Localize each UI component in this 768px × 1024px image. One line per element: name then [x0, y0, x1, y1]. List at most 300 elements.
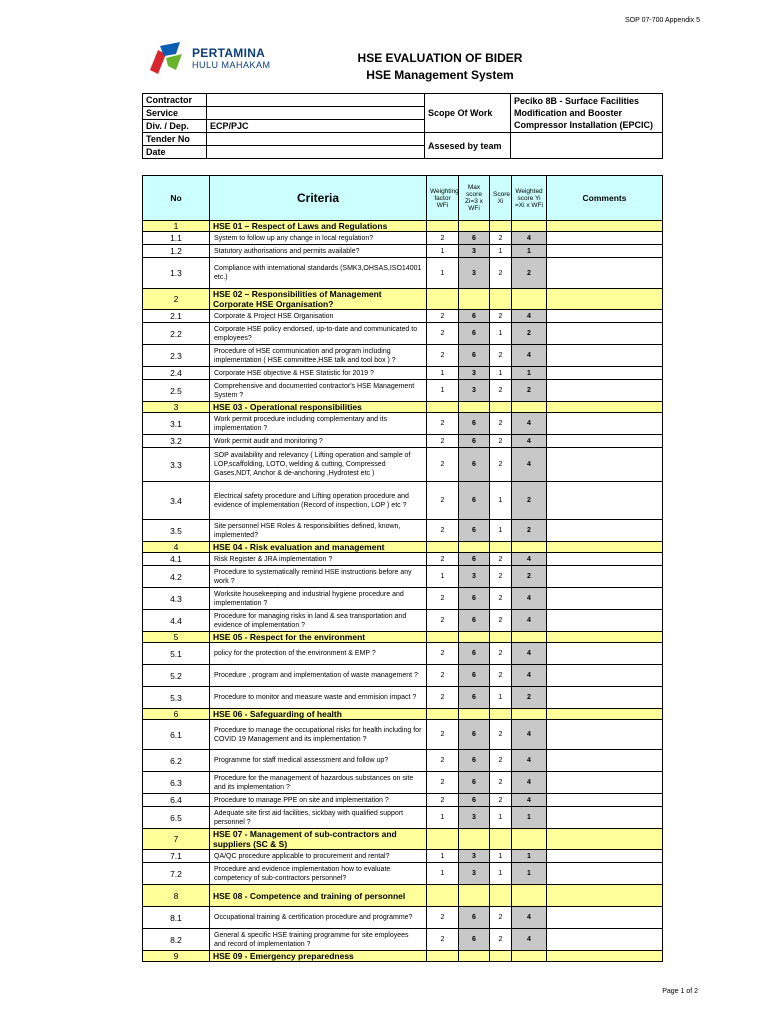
criterion-row [143, 553, 663, 566]
score: 2 [490, 610, 512, 632]
section-max-score-cell [459, 221, 490, 232]
criterion-number: 6.1 [143, 720, 210, 750]
logo-brand: PERTAMINA [192, 46, 266, 60]
score: 2 [490, 345, 512, 367]
score: 2 [490, 435, 512, 448]
weighted-score: 1 [512, 367, 547, 380]
section-number: 4 [143, 542, 210, 553]
max-score: 6 [459, 323, 490, 345]
section-score-cell [490, 289, 512, 310]
score: 2 [490, 232, 512, 245]
score: 2 [490, 794, 512, 807]
weighting-factor: 2 [427, 794, 459, 807]
section-weighted-score-cell [512, 951, 547, 962]
comments-cell [547, 258, 663, 289]
section-max-score-cell [459, 829, 490, 850]
weighted-score: 4 [512, 610, 547, 632]
comments-cell [547, 929, 663, 951]
weighting-factor: 2 [427, 687, 459, 709]
section-title: HSE 01 – Respect of Laws and Regulations [210, 221, 427, 232]
criterion-row [143, 258, 663, 289]
criterion-number: 4.2 [143, 566, 210, 588]
weighted-score: 4 [512, 720, 547, 750]
criterion-row [143, 610, 663, 632]
section-title: HSE 07 - Management of sub-contractors and suppliers (SC & S) [210, 829, 427, 850]
section-title: HSE 04 - Risk evaluation and management [210, 542, 427, 553]
score: 2 [490, 720, 512, 750]
contractor-value [207, 94, 425, 107]
section-row [143, 632, 663, 643]
criterion-text: Statutory authorisations and permits available? [210, 245, 427, 258]
criterion-number: 1.1 [143, 232, 210, 245]
criterion-text: Corporate HSE policy endorsed, up-to-date and communicated to employees? [210, 323, 427, 345]
weighted-score: 4 [512, 665, 547, 687]
criterion-number: 1.2 [143, 245, 210, 258]
col-max-score: Max score Zi=3 x WFi [459, 176, 490, 221]
section-score-cell [490, 709, 512, 720]
section-comments-cell [547, 829, 663, 850]
max-score: 6 [459, 750, 490, 772]
weighting-factor: 2 [427, 435, 459, 448]
criterion-text: Corporate HSE objective & HSE Statistic for 2019 ? [210, 367, 427, 380]
weighted-score: 4 [512, 929, 547, 951]
weighting-factor: 2 [427, 610, 459, 632]
score: 2 [490, 566, 512, 588]
max-score: 6 [459, 772, 490, 794]
section-weight-cell [427, 402, 459, 413]
criterion-row [143, 794, 663, 807]
criterion-text: Site personnel HSE Roles & responsibilities defined, known, implemented? [210, 520, 427, 542]
criterion-number: 2.2 [143, 323, 210, 345]
section-comments-cell [547, 221, 663, 232]
max-score: 6 [459, 610, 490, 632]
max-score: 6 [459, 310, 490, 323]
weighting-factor: 2 [427, 482, 459, 520]
criterion-row [143, 850, 663, 863]
weighted-score: 4 [512, 345, 547, 367]
section-row [143, 951, 663, 962]
weighted-score: 4 [512, 772, 547, 794]
comments-cell [547, 588, 663, 610]
weighting-factor: 2 [427, 907, 459, 929]
criterion-row [143, 665, 663, 687]
criterion-number: 7.2 [143, 863, 210, 885]
section-max-score-cell [459, 289, 490, 310]
section-comments-cell [547, 632, 663, 643]
criterion-text: Comprehensive and documented contractor's HSE Management System ? [210, 380, 427, 402]
score: 2 [490, 310, 512, 323]
criterion-row [143, 413, 663, 435]
weighting-factor: 2 [427, 413, 459, 435]
section-comments-cell [547, 542, 663, 553]
max-score: 3 [459, 367, 490, 380]
max-score: 6 [459, 907, 490, 929]
score: 1 [490, 245, 512, 258]
section-score-cell [490, 542, 512, 553]
criterion-row [143, 435, 663, 448]
criterion-text: Work permit audit and monitoring ? [210, 435, 427, 448]
comments-cell [547, 720, 663, 750]
col-weighted-score: Weighted score Yi =Xi x WFi [512, 176, 547, 221]
max-score: 6 [459, 720, 490, 750]
criterion-number: 5.3 [143, 687, 210, 709]
criterion-row [143, 807, 663, 829]
score: 1 [490, 850, 512, 863]
max-score: 6 [459, 232, 490, 245]
col-criteria: Criteria [210, 176, 427, 221]
criterion-text: Procedure to manage the occupational risks for health including for COVID 19 Management and its implementation ? [210, 720, 427, 750]
criterion-row [143, 588, 663, 610]
weighting-factor: 2 [427, 720, 459, 750]
score: 2 [490, 665, 512, 687]
section-weighted-score-cell [512, 829, 547, 850]
criterion-text: Procedure to systematically remind HSE instructions before any work ? [210, 566, 427, 588]
criterion-text: General & specific HSE training programme for site employees and record of implementation ? [210, 929, 427, 951]
comments-cell [547, 794, 663, 807]
section-title: HSE 09 - Emergency preparedness [210, 951, 427, 962]
scope-label: Scope Of Work [425, 94, 511, 133]
weighted-score: 4 [512, 310, 547, 323]
weighted-score: 2 [512, 566, 547, 588]
comments-cell [547, 610, 663, 632]
criterion-text: Procedure , program and implementation of waste management ? [210, 665, 427, 687]
section-row [143, 402, 663, 413]
col-comments: Comments [547, 176, 663, 221]
service-label: Service [143, 107, 207, 120]
criterion-number: 3.3 [143, 448, 210, 482]
weighting-factor: 1 [427, 566, 459, 588]
weighting-factor: 2 [427, 553, 459, 566]
criterion-text: Corporate & Project HSE Organisation [210, 310, 427, 323]
comments-cell [547, 232, 663, 245]
comments-cell [547, 323, 663, 345]
comments-cell [547, 772, 663, 794]
criterion-row [143, 772, 663, 794]
weighted-score: 1 [512, 807, 547, 829]
criterion-row [143, 245, 663, 258]
section-weighted-score-cell [512, 221, 547, 232]
section-comments-cell [547, 951, 663, 962]
criterion-text: Risk Register & JRA implementation ? [210, 553, 427, 566]
max-score: 6 [459, 687, 490, 709]
weighting-factor: 1 [427, 367, 459, 380]
score: 2 [490, 750, 512, 772]
score: 2 [490, 553, 512, 566]
weighted-score: 4 [512, 232, 547, 245]
section-title: HSE 05 - Respect for the environment [210, 632, 427, 643]
score: 2 [490, 907, 512, 929]
weighting-factor: 2 [427, 643, 459, 665]
section-weighted-score-cell [512, 289, 547, 310]
score: 2 [490, 258, 512, 289]
weighting-factor: 2 [427, 448, 459, 482]
max-score: 6 [459, 794, 490, 807]
weighting-factor: 2 [427, 232, 459, 245]
criterion-text: Procedure for the management of hazardous substances on site and its implementation ? [210, 772, 427, 794]
criterion-number: 5.1 [143, 643, 210, 665]
criterion-row [143, 566, 663, 588]
weighted-score: 4 [512, 435, 547, 448]
tender-label: Tender No [143, 133, 207, 146]
criterion-number: 7.1 [143, 850, 210, 863]
section-comments-cell [547, 402, 663, 413]
score: 2 [490, 448, 512, 482]
criterion-text: Procedure to manage PPE on site and implementation ? [210, 794, 427, 807]
section-weight-cell [427, 829, 459, 850]
section-score-cell [490, 402, 512, 413]
document-subtitle: HSE Management System [366, 68, 514, 82]
section-max-score-cell [459, 885, 490, 907]
company-logo [146, 38, 286, 78]
criterion-row [143, 323, 663, 345]
criterion-row [143, 750, 663, 772]
logo-subtitle: HULU MAHAKAM [192, 60, 271, 70]
section-max-score-cell [459, 542, 490, 553]
comments-cell [547, 413, 663, 435]
weighting-factor: 1 [427, 245, 459, 258]
weighted-score: 2 [512, 687, 547, 709]
score: 1 [490, 863, 512, 885]
criterion-row [143, 232, 663, 245]
section-weight-cell [427, 885, 459, 907]
col-no: No [143, 176, 210, 221]
criterion-row [143, 310, 663, 323]
criterion-row [143, 482, 663, 520]
section-title: HSE 08 - Competence and training of personnel [210, 885, 427, 907]
criterion-number: 4.3 [143, 588, 210, 610]
criterion-text: Compliance with international standards (SMK3,OHSAS,ISO14001 etc.) [210, 258, 427, 289]
criterion-number: 2.1 [143, 310, 210, 323]
criterion-number: 2.5 [143, 380, 210, 402]
section-number: 1 [143, 221, 210, 232]
section-weighted-score-cell [512, 542, 547, 553]
criterion-text: Procedure to monitor and measure waste and emmision impact ? [210, 687, 427, 709]
weighting-factor: 2 [427, 520, 459, 542]
weighted-score: 1 [512, 245, 547, 258]
comments-cell [547, 520, 663, 542]
criterion-row [143, 687, 663, 709]
section-number: 7 [143, 829, 210, 850]
section-row [143, 829, 663, 850]
max-score: 6 [459, 929, 490, 951]
max-score: 6 [459, 413, 490, 435]
section-weight-cell [427, 951, 459, 962]
score: 2 [490, 643, 512, 665]
section-weight-cell [427, 289, 459, 310]
scope-value: Peciko 8B - Surface Facilities Modification and Booster Compressor Installation (EPCIC) [511, 94, 663, 133]
criterion-text: Procedure and evidence implementation how to evaluate competency of sub-contractors personnel? [210, 863, 427, 885]
criterion-row [143, 720, 663, 750]
section-score-cell [490, 951, 512, 962]
section-number: 9 [143, 951, 210, 962]
date-label: Date [143, 146, 207, 159]
section-weight-cell [427, 221, 459, 232]
comments-cell [547, 367, 663, 380]
section-score-cell [490, 632, 512, 643]
max-score: 3 [459, 380, 490, 402]
section-row [143, 542, 663, 553]
section-max-score-cell [459, 709, 490, 720]
document-reference: SOP 07-700 Appendix 5 [625, 17, 700, 24]
criterion-text: Procedure for managing risks in land & sea transportation and evidence of implementation ? [210, 610, 427, 632]
weighting-factor: 2 [427, 665, 459, 687]
weighted-score: 4 [512, 553, 547, 566]
criterion-number: 8.2 [143, 929, 210, 951]
criterion-text: Adequate site first aid facilities, sickbay with qualified support personnel ? [210, 807, 427, 829]
comments-cell [547, 245, 663, 258]
criterion-number: 2.3 [143, 345, 210, 367]
section-weighted-score-cell [512, 709, 547, 720]
score: 1 [490, 807, 512, 829]
comments-cell [547, 566, 663, 588]
section-title: HSE 06 - Safeguarding of health [210, 709, 427, 720]
max-score: 3 [459, 258, 490, 289]
criterion-number: 5.2 [143, 665, 210, 687]
max-score: 3 [459, 807, 490, 829]
assessed-value [511, 133, 663, 159]
criterion-text: Procedure of HSE communication and program including implementation ( HSE committee,HSE talk and tool box ) ? [210, 345, 427, 367]
max-score: 6 [459, 588, 490, 610]
criterion-row [143, 380, 663, 402]
weighting-factor: 2 [427, 750, 459, 772]
score: 2 [490, 588, 512, 610]
section-comments-cell [547, 289, 663, 310]
max-score: 3 [459, 245, 490, 258]
comments-cell [547, 750, 663, 772]
comments-cell [547, 345, 663, 367]
criterion-row [143, 345, 663, 367]
section-weighted-score-cell [512, 632, 547, 643]
criterion-number: 6.5 [143, 807, 210, 829]
pertamina-logo-icon [146, 40, 186, 76]
section-number: 8 [143, 885, 210, 907]
criterion-row [143, 907, 663, 929]
score: 1 [490, 367, 512, 380]
comments-cell [547, 643, 663, 665]
comments-cell [547, 553, 663, 566]
criterion-text: QA/QC procedure applicable to procurement and rental? [210, 850, 427, 863]
criterion-row [143, 367, 663, 380]
section-weight-cell [427, 542, 459, 553]
section-max-score-cell [459, 402, 490, 413]
weighting-factor: 2 [427, 310, 459, 323]
section-score-cell [490, 885, 512, 907]
section-row [143, 885, 663, 907]
score: 1 [490, 323, 512, 345]
criterion-row [143, 643, 663, 665]
max-score: 3 [459, 850, 490, 863]
max-score: 6 [459, 448, 490, 482]
weighting-factor: 1 [427, 850, 459, 863]
section-comments-cell [547, 885, 663, 907]
weighted-score: 4 [512, 413, 547, 435]
section-max-score-cell [459, 951, 490, 962]
criterion-number: 3.4 [143, 482, 210, 520]
score: 1 [490, 482, 512, 520]
weighted-score: 2 [512, 380, 547, 402]
criterion-number: 2.4 [143, 367, 210, 380]
weighting-factor: 1 [427, 258, 459, 289]
max-score: 6 [459, 665, 490, 687]
weighted-score: 4 [512, 588, 547, 610]
tender-value [207, 133, 425, 146]
criterion-text: Electrical safety procedure and Lifting operation procedure and evidence of implementation (Record of inspection, LOP ) etc ? [210, 482, 427, 520]
comments-cell [547, 850, 663, 863]
criterion-text: Work permit procedure including complementary and its implementation ? [210, 413, 427, 435]
max-score: 6 [459, 643, 490, 665]
max-score: 3 [459, 566, 490, 588]
contractor-label: Contractor [143, 94, 207, 107]
comments-cell [547, 310, 663, 323]
weighting-factor: 2 [427, 929, 459, 951]
section-row [143, 221, 663, 232]
criterion-text: Programme for staff medical assessment and follow up? [210, 750, 427, 772]
date-value [207, 146, 425, 159]
criterion-number: 3.5 [143, 520, 210, 542]
section-row [143, 709, 663, 720]
criterion-number: 3.1 [143, 413, 210, 435]
score: 2 [490, 380, 512, 402]
criterion-number: 4.4 [143, 610, 210, 632]
section-number: 2 [143, 289, 210, 310]
max-score: 6 [459, 435, 490, 448]
criterion-row [143, 448, 663, 482]
weighted-score: 1 [512, 863, 547, 885]
section-title: HSE 03 - Operational responsibilities [210, 402, 427, 413]
weighting-factor: 1 [427, 863, 459, 885]
division-value: ECP/PJC [207, 120, 425, 133]
comments-cell [547, 448, 663, 482]
section-title: HSE 02 – Responsibilities of Management Corporate HSE Organisation? [210, 289, 427, 310]
section-number: 3 [143, 402, 210, 413]
comments-cell [547, 665, 663, 687]
max-score: 3 [459, 863, 490, 885]
score: 2 [490, 929, 512, 951]
weighted-score: 2 [512, 520, 547, 542]
criterion-number: 1.3 [143, 258, 210, 289]
comments-cell [547, 807, 663, 829]
weighting-factor: 2 [427, 323, 459, 345]
section-weighted-score-cell [512, 885, 547, 907]
col-weight: Weighting factor WFi [427, 176, 459, 221]
section-row [143, 289, 663, 310]
section-max-score-cell [459, 632, 490, 643]
score: 2 [490, 413, 512, 435]
criterion-text: SOP availability and relevancy ( Lifting operation and sample of LOP,scaffolding, LOTO, welding & cutting, Compressed Gases,NDT, Anchor & de-anchoring ,Hydrotest etc ) [210, 448, 427, 482]
criterion-text: policy for the protection of the environment & EMP ? [210, 643, 427, 665]
criterion-number: 4.1 [143, 553, 210, 566]
weighting-factor: 2 [427, 772, 459, 794]
score: 1 [490, 687, 512, 709]
division-label: Div. / Dep. [143, 120, 207, 133]
comments-cell [547, 482, 663, 520]
weighted-score: 2 [512, 482, 547, 520]
max-score: 6 [459, 553, 490, 566]
weighted-score: 4 [512, 448, 547, 482]
comments-cell [547, 907, 663, 929]
table-header-row [143, 176, 663, 221]
score: 1 [490, 520, 512, 542]
criterion-text: System to follow up any change in local regulation? [210, 232, 427, 245]
comments-cell [547, 380, 663, 402]
service-value [207, 107, 425, 120]
section-score-cell [490, 829, 512, 850]
criterion-row [143, 929, 663, 951]
section-comments-cell [547, 709, 663, 720]
weighting-factor: 2 [427, 345, 459, 367]
criteria-table [142, 175, 663, 962]
weighted-score: 4 [512, 750, 547, 772]
